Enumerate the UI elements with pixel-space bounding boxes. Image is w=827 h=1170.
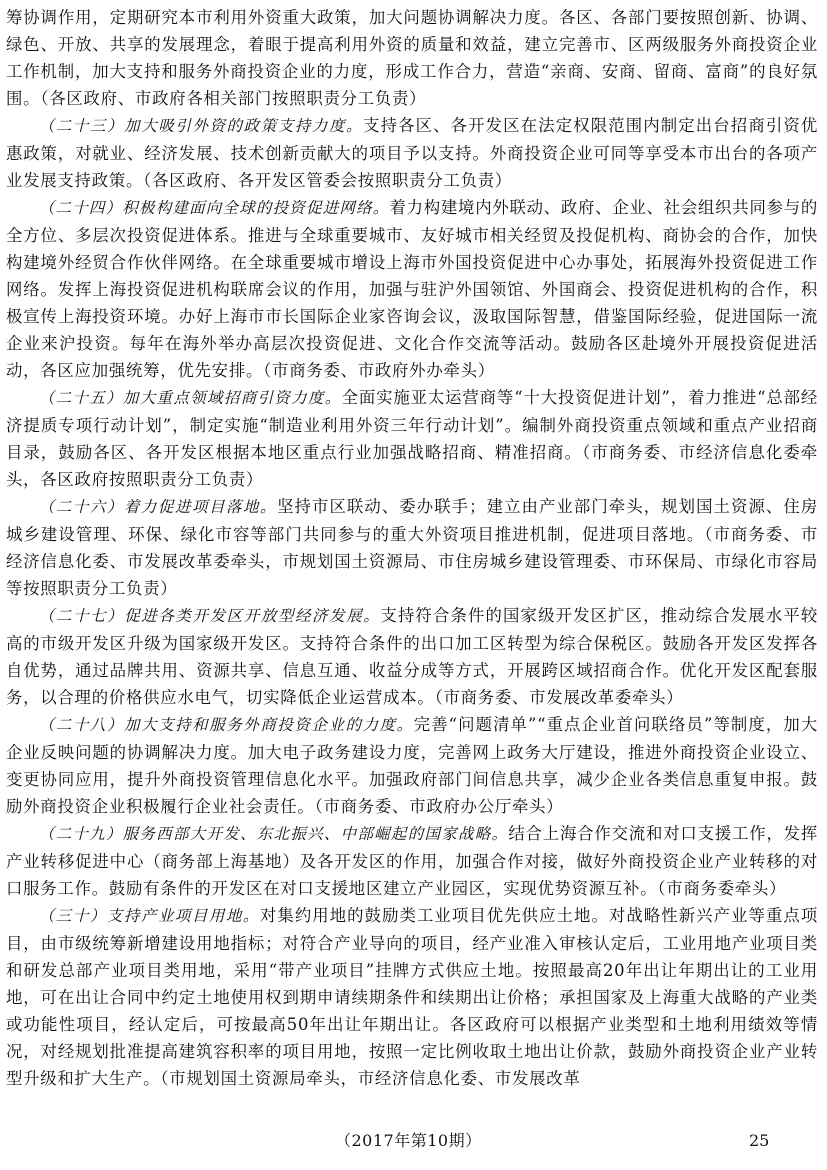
- paragraph-29: [6, 820, 818, 902]
- issue-label: （2017年第10期）: [335, 1131, 482, 1150]
- section-heading: （二十七）促进各类开发区开放型经济发展。: [38, 607, 381, 625]
- paragraph-27: [6, 602, 818, 711]
- section-heading: （二十六）着力促进项目落地。: [38, 498, 278, 516]
- section-heading: （二十五）加大重点领域招商引资力度。: [38, 389, 342, 407]
- paragraph-25: [6, 384, 818, 493]
- paragraph-23: [6, 112, 818, 194]
- section-heading: （二十四）积极构建面向全球的投资促进网络。: [38, 199, 390, 217]
- paragraph-body: 着力构建境内外联动、政府、企业、社会组织共同参与的全方位、多层次投资促进体系。推进与全球重要城市、友好城市相关经贸及投促机构、商协会的合作，加快构建境外经贸合作伙伴网络。在全球重要城市增设上海市外国投资促进中心办事处，拓展海外投资促进工作网络。发挥上海投资促进机构联席会议的作用，加强与驻沪外国领馆、外国商会、投资促进机构的合作，积极宣传上海投资环境。办好上海市市长国际企业家咨询会议，汲取国际智慧，借鉴国际经验，促进国际一流企业来沪投资。每年在海外举办高层次投资促进、文化合作交流等活动。鼓励各区赴境外开展投资促进活动，各区应加强统筹，优先安排。（市商务委、市政府外办牵头）: [6, 198, 819, 380]
- paragraph-body: 全面实施亚太运营商等“十大投资促进计划”，着力推进“总部经济提质专项行动计划”，制定实施“制造业利用外资三年行动计划”。编制外商投资重点领域和重点产业招商目录，鼓励各区、各开发区根据本地区重点行业加强战略招商、精准招商。（市商务委、市经济信息化委牵头，各区政府按照职责分工负责）: [6, 388, 818, 489]
- paragraph-body: 支持符合条件的国家级开发区扩区，推动综合发展水平较高的市级开发区升级为国家级开发区。支持符合条件的出口加工区转型为综合保税区。鼓励各开发区发挥各自优势，通过品牌共用、资源共享、信息互通、收益分成等方式，开展跨区域招商合作。优化开发区配套服务，以合理的价格供应水电气，切实降低企业运营成本。（市商务委、市发展改革委牵头）: [6, 606, 818, 707]
- paragraph-body: 结合上海合作交流和对口支援工作，发挥产业转移促进中心（商务部上海基地）及各开发区的作用，加强合作对接，做好外商投资企业产业转移的对口服务工作。鼓励有条件的开发区在对口支援地区建立产业园区，实现优势资源互补。（市商务委牵头）: [6, 824, 818, 898]
- paragraph-26: [6, 493, 818, 602]
- section-heading: （三十）支持产业项目用地。: [38, 907, 260, 925]
- paragraph-30: [6, 902, 818, 1092]
- page-footer: [0, 1129, 827, 1153]
- section-heading: （二十八）加大支持和服务外商投资企业的力度。: [38, 716, 414, 734]
- paragraph-28: [6, 711, 818, 820]
- paragraph-body: 筹协调作用，定期研究本市利用外资重大政策，加大问题协调解决力度。各区、各部门要按照创新、协调、绿色、开放、共享的发展理念，着眼于提高利用外资的质量和效益，建立完善市、区两级服务外商投资企业工作机制，加大支持和服务外商投资企业的力度，形成工作合力，营造“亲商、安商、留商、富商”的良好氛围。（各区政府、市政府各相关部门按照职责分工负责）: [6, 8, 818, 108]
- paragraph-body: 坚持市区联动、委办联手；建立由产业部门牵头，规划国土资源、住房城乡建设管理、环保、绿化市容等部门共同参与的重大外资项目推进机制，促进项目落地。（市商务委、市经济信息化委、市发展改革委牵头，市规划国土资源局、市住房城乡建设管理委、市环保局、市绿化市容局等按照职责分工负责）: [6, 497, 818, 598]
- document-body: [6, 4, 818, 1092]
- paragraph-body: 完善“问题清单”“重点企业首问联络员”等制度，加大企业反映问题的协调解决力度。加大电子政务建设力度，完善网上政务大厅建设，推进外商投资企业设立、变更协同应用，提升外商投资管理信息化水平。加强政府部门间信息共享，减少企业各类信息重复申报。鼓励外商投资企业积极履行企业社会责任。（市商务委、市政府办公厅牵头）: [6, 715, 818, 816]
- page-number: 25: [749, 1131, 770, 1150]
- paragraph-body: 对集约用地的鼓励类工业项目优先供应土地。对战略性新兴产业等重点项目，由市级统筹新增建设用地指标；对符合产业导向的项目，经产业准入审核认定后，工业用地产业项目类和研发总部产业项目类用地，采用“带产业项目”挂牌方式供应土地。按照最高20年出让年期出让的工业用地，可在出让合同中约定土地使用权到期申请续期条件和续期出让价格；承担国家及上海重大战略的产业类或功能性项目，经认定后，可按最高50年出让年期出让。各区政府可以根据产业类型和土地利用绩效等情况，对经规划批准提高建筑容积率的项目用地，按照一定比例收取土地出让价款，鼓励外商投资企业产业转型升级和扩大生产。（市规划国土资源局牵头，市经济信息化委、市发展改革: [6, 906, 818, 1088]
- section-heading: （二十九）服务西部大开发、东北振兴、中部崛起的国家战略。: [38, 825, 509, 843]
- section-heading: （二十三）加大吸引外资的政策支持力度。: [38, 117, 364, 135]
- paragraph-body: 支持各区、各开发区在法定权限范围内制定出台招商引资优惠政策，对就业、经济发展、技术创新贡献大的项目予以支持。外商投资企业可同等享受本市出台的各项产业发展支持政策。（各区政府、各开发区管委会按照职责分工负责）: [6, 116, 818, 190]
- paragraph-24: [6, 194, 818, 384]
- paragraph-continuation: [6, 4, 818, 112]
